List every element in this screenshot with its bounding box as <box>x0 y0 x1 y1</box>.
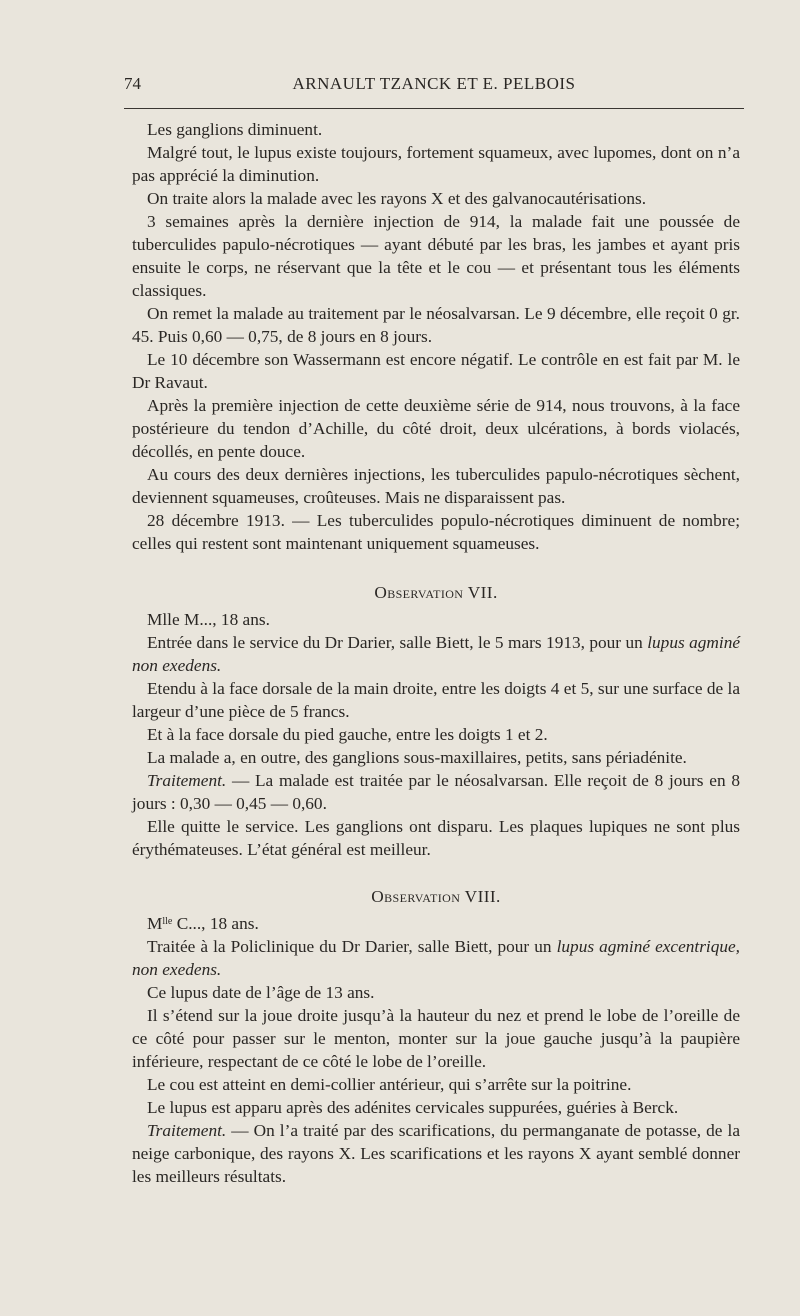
patient-sup: lle <box>162 916 173 927</box>
treatment-paragraph <box>132 769 740 815</box>
running-title: ARNAULT TZANCK ET E. PELBOIS <box>292 74 576 93</box>
admission-paragraph <box>132 631 740 677</box>
admission-text: Entrée dans le service du Dr Darier, salle Biett, le 5 mars 1913, pour un <box>147 633 648 652</box>
treated-paragraph <box>132 935 740 981</box>
treated-text: Traitée à la Policlinique du Dr Darier, salle Biett, pour un <box>147 937 557 956</box>
patient-line: Mlle M..., 18 ans. <box>147 610 270 629</box>
paragraph: Le lupus est apparu après des adénites cervicales suppurées, guéries à Berck. <box>147 1098 679 1117</box>
treatment-text: — La malade est traitée par le néosalvarsan. Elle reçoit de 8 jours en 8 jours : 0,30 — 0,45 — 0,60. <box>132 771 740 813</box>
paragraph: Malgré tout, le lupus existe toujours, fortement squameux, avec lupomes, dont on n’a pas apprécié la diminution. <box>132 143 740 185</box>
patient-rest: C..., 18 ans. <box>172 914 259 933</box>
paragraph: 28 décembre 1913. — Les tuberculides populo-nécrotiques diminuent de nombre; celles qui restent sont maintenant uniquement squameuses. <box>132 511 740 553</box>
header-rule <box>124 108 744 109</box>
section-heading-observation-7: Observation VII. <box>374 583 498 602</box>
paragraph: Et à la face dorsale du pied gauche, entre les doigts 1 et 2. <box>147 725 548 744</box>
patient-prefix: M <box>147 914 163 933</box>
paragraph: Le cou est atteint en demi-collier antérieur, qui s’arrête sur la poitrine. <box>147 1075 632 1094</box>
paragraph: Il s’étend sur la joue droite jusqu’à la hauteur du nez et prend le lobe de l’oreille de ce côté pour passer sur le menton, monter sur la joue gauche jusqu’à la paupière inférieure, respectant de ce côté le lobe de l’oreille. <box>132 1006 740 1071</box>
paragraph: Les ganglions diminuent. <box>147 120 323 139</box>
page-header <box>124 74 744 100</box>
treatment-paragraph <box>132 1119 740 1188</box>
paragraph: On remet la malade au traitement par le néosalvarsan. Le 9 décembre, elle reçoit 0 gr. 45. Puis 0,60 — 0,75, de 8 jours en 8 jours. <box>132 304 740 346</box>
paragraph: Après la première injection de cette deuxième série de 914, nous trouvons, à la face postérieure du tendon d’Achille, du côté droit, deux ulcérations, à bords violacés, décollés, en pente douce. <box>132 396 740 461</box>
paragraph: 3 semaines après la dernière injection de 914, la malade fait une poussée de tuberculides papulo-nécrotiques — ayant débuté par les bras, les jambes et ayant pris ensuite le corps, ne réservant que la tête et le cou — et présentant tous les éléments classiques. <box>132 212 740 300</box>
body-text <box>132 118 740 1188</box>
page-number: 74 <box>124 74 141 93</box>
paragraph: Le 10 décembre son Wassermann est encore négatif. Le contrôle en est fait par M. le Dr Ravaut. <box>132 350 740 392</box>
diagnosis-italic: lupus agminé non exedens. <box>132 633 740 675</box>
patient-line <box>132 912 740 935</box>
paragraph: Ce lupus date de l’âge de 13 ans. <box>147 983 375 1002</box>
paragraph: La malade a, en outre, des ganglions sous-maxillaires, petits, sans périadénite. <box>147 748 687 767</box>
paragraph: Etendu à la face dorsale de la main droite, entre les doigts 4 et 5, sur une surface de la largeur d’une pièce de 5 francs. <box>132 679 740 721</box>
paragraph: Au cours des deux dernières injections, les tuberculides papulo-nécrotiques sèchent, deviennent squameuses, croûteuses. Mais ne disparaissent pas. <box>132 465 740 507</box>
treatment-text: — On l’a traité par des scarifications, du permanganate de potasse, de la neige carbonique, des rayons X. Les scarifications et les rayons X ayant semblé donner les meilleurs résultats. <box>132 1121 740 1186</box>
paragraph: On traite alors la malade avec les rayons X et des galvanocautérisations. <box>147 189 647 208</box>
diagnosis-italic: lupus agminé excentrique, non exedens. <box>132 937 740 979</box>
treatment-label: Traitement. <box>147 771 227 790</box>
section-heading-observation-8: Observation VIII. <box>371 887 501 906</box>
paragraph: Elle quitte le service. Les ganglions ont disparu. Les plaques lupiques ne sont plus érythémateuses. L’état général est meilleur. <box>132 817 740 859</box>
treatment-label: Traitement. <box>147 1121 227 1140</box>
